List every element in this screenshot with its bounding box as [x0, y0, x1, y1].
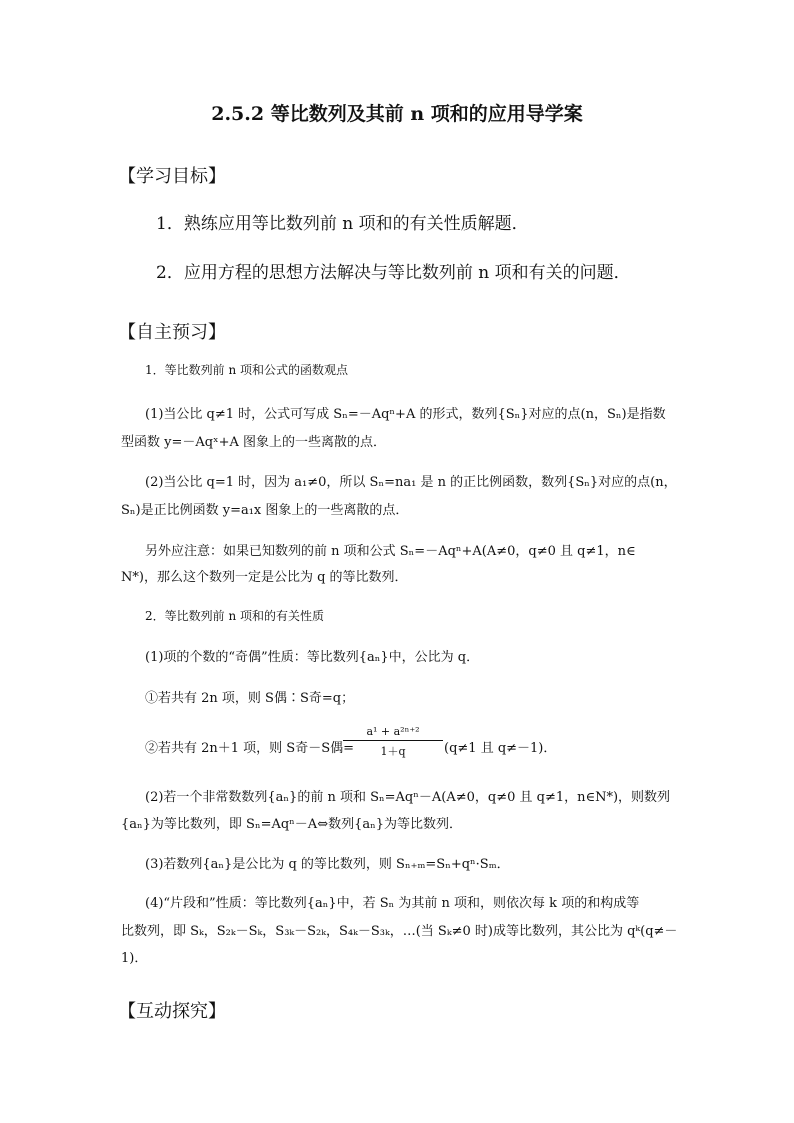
property-1b-suffix: (q≠1 且 q≠－1)．: [444, 741, 557, 756]
interactive-explore-heading: 【互动探究】: [118, 1001, 226, 1022]
paragraph-3-line-2: N*)，那么这个数列一定是公比为 q 的等比数列．: [121, 570, 408, 585]
property-2-line-2: {aₙ}为等比数列，即 Sₙ=Aqⁿ－A⇔数列{aₙ}为等比数列．: [121, 817, 463, 832]
paragraph-2-line-2: Sₙ)是正比例函数 y=a₁x 图象上的一些离散的点．: [121, 503, 409, 518]
property-1b-prefix: ②若共有 2n＋1 项，则 S奇－S偶=: [145, 741, 355, 756]
self-preview-heading: 【自主预习】: [118, 322, 226, 343]
property-4-line-1: (4)“片段和”性质：等比数列{aₙ}中，若 Sₙ 为其前 n 项和，则依次每 k 项的和构成等: [145, 896, 640, 911]
fraction-denominator: 1＋q: [380, 745, 406, 758]
paragraph-1-line-1: (1)当公比 q≠1 时，公式可写成 Sₙ=－Aqⁿ+A 的形式，数列{Sₙ}对应的点(n，Sₙ)是指数: [145, 407, 666, 422]
paragraph-3-line-1: 另外应注意：如果已知数列的前 n 项和公式 Sₙ=－Aqⁿ+A(A≠0，q≠0 且 q≠1，n∈: [145, 544, 636, 559]
page-title: 2.5.2 等比数列及其前 n 项和的应用导学案: [211, 103, 583, 125]
property-1: (1)项的个数的“奇偶”性质：等比数列{aₙ}中，公比为 q．: [145, 650, 480, 665]
property-2-line-1: (2)若一个非常数数列{aₙ}的前 n 项和 Sₙ=Aqⁿ－A(A≠0，q≠0 且 q≠1，n∈N*)，则数列: [145, 790, 671, 805]
property-4-line-3: 1)．: [121, 951, 148, 966]
subsection-2-title: 2．等比数列前 n 项和的有关性质: [145, 609, 324, 623]
property-4-line-2: 比数列，即 Sₖ，S₂ₖ－Sₖ，S₃ₖ－S₂ₖ，S₄ₖ－S₃ₖ，…(当 Sₖ≠0 时)成等比数列，其公比为 qᵏ(q≠－: [121, 924, 678, 939]
property-1a: ①若共有 2n 项，则 S偶∶S奇=q；: [145, 691, 355, 706]
paragraph-1-line-2: 型函数 y=－Aqˣ+A 图象上的一些离散的点．: [121, 435, 387, 450]
fraction: [343, 725, 443, 759]
learning-goals-heading: 【学习目标】: [118, 166, 226, 187]
fraction-numerator: a¹ + a²ⁿ⁺²: [343, 725, 443, 741]
goal-2: 2．应用方程的思想方法解决与等比数列前 n 项和有关的问题．: [156, 263, 631, 283]
paragraph-2-line-1: (2)当公比 q=1 时，因为 a₁≠0，所以 Sₙ=na₁ 是 n 的正比例函数，数列{Sₙ}对应的点(n，: [145, 475, 677, 490]
goal-1: 1．熟练应用等比数列前 n 项和的有关性质解题．: [156, 214, 529, 234]
subsection-1-title: 1．等比数列前 n 项和公式的函数观点: [145, 363, 348, 377]
property-3: (3)若数列{aₙ}是公比为 q 的等比数列，则 Sₙ₊ₘ=Sₙ+qⁿ·Sₘ．: [145, 857, 510, 872]
